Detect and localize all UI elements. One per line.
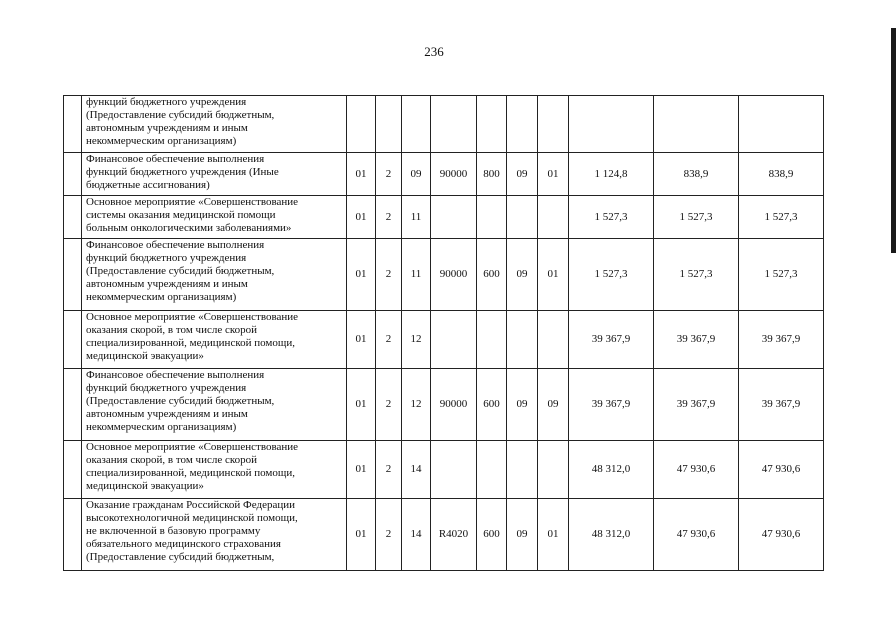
cell-amount-3: 1 527,3 [739, 196, 824, 239]
cell-amount-2: 39 367,9 [654, 311, 739, 369]
description-line: Финансовое обеспечение выполнения [86, 239, 265, 251]
cell-code-2: 2 [376, 153, 402, 196]
cell-amount-1: 39 367,9 [569, 369, 654, 441]
cell-amount-1: 1 527,3 [569, 196, 654, 239]
cell-amount-1: 48 312,0 [569, 499, 654, 571]
cell-section: 09 [507, 153, 538, 196]
description-line: Основное мероприятие «Совершенствование [86, 196, 299, 208]
cell-amount-1 [569, 96, 654, 153]
description-line: больным онкологическими заболеваниями» [86, 222, 292, 234]
cell-description [82, 196, 347, 239]
description-line: функций бюджетного учреждения [86, 252, 247, 264]
cell-description [82, 96, 347, 153]
cell-amount-3: 838,9 [739, 153, 824, 196]
cell-section: 09 [507, 239, 538, 311]
cell-code-2: 2 [376, 311, 402, 369]
cell-code-1: 01 [347, 153, 376, 196]
cell-index [64, 239, 82, 311]
cell-expense-type [477, 441, 507, 499]
description-line: обязательного медицинского страхования [86, 538, 281, 550]
cell-target: 90000 [431, 239, 477, 311]
cell-amount-1: 48 312,0 [569, 441, 654, 499]
cell-amount-1: 1 124,8 [569, 153, 654, 196]
cell-target [431, 96, 477, 153]
cell-code-2: 2 [376, 239, 402, 311]
table-row [64, 96, 824, 153]
cell-index [64, 441, 82, 499]
cell-section [507, 311, 538, 369]
cell-expense-type [477, 196, 507, 239]
description-line: автономным учреждениям и иным [86, 122, 248, 134]
cell-target [431, 196, 477, 239]
cell-code-1: 01 [347, 499, 376, 571]
description-line: Финансовое обеспечение выполнения [86, 369, 265, 381]
cell-amount-3: 39 367,9 [739, 369, 824, 441]
description-line: оказания скорой, в том числе скорой [86, 454, 258, 466]
cell-amount-2: 39 367,9 [654, 369, 739, 441]
cell-code-1: 01 [347, 311, 376, 369]
cell-code-1: 01 [347, 441, 376, 499]
description-line: функций бюджетного учреждения [86, 382, 247, 394]
description-line: некоммерческим организациям) [86, 421, 237, 433]
description-line: функций бюджетного учреждения [86, 96, 247, 108]
cell-code-1: 01 [347, 239, 376, 311]
cell-description [82, 311, 347, 369]
cell-code-3: 12 [402, 369, 431, 441]
description-line: высокотехнологичной медицинской помощи, [86, 512, 298, 524]
cell-code-1 [347, 96, 376, 153]
cell-amount-1: 1 527,3 [569, 239, 654, 311]
cell-expense-type: 600 [477, 369, 507, 441]
cell-expense-type: 800 [477, 153, 507, 196]
cell-amount-3: 47 930,6 [739, 441, 824, 499]
cell-expense-type [477, 96, 507, 153]
cell-target: R4020 [431, 499, 477, 571]
cell-description [82, 153, 347, 196]
cell-amount-2 [654, 96, 739, 153]
cell-subsection [538, 311, 569, 369]
cell-index [64, 96, 82, 153]
cell-subsection [538, 96, 569, 153]
cell-expense-type: 600 [477, 499, 507, 571]
cell-description [82, 369, 347, 441]
table-row [64, 369, 824, 441]
table-row [64, 196, 824, 239]
cell-subsection: 09 [538, 369, 569, 441]
cell-code-3: 14 [402, 441, 431, 499]
cell-section [507, 96, 538, 153]
cell-section [507, 196, 538, 239]
budget-table [63, 95, 824, 571]
cell-amount-2: 1 527,3 [654, 239, 739, 311]
cell-code-3: 12 [402, 311, 431, 369]
description-line: оказания скорой, в том числе скорой [86, 324, 258, 336]
cell-description [82, 239, 347, 311]
table-row [64, 441, 824, 499]
description-line: Основное мероприятие «Совершенствование [86, 311, 299, 323]
cell-code-3: 09 [402, 153, 431, 196]
description-line: не включенной в базовую программу [86, 525, 261, 537]
cell-subsection [538, 441, 569, 499]
table-row [64, 311, 824, 369]
table-body [64, 96, 824, 571]
cell-index [64, 311, 82, 369]
cell-amount-2: 838,9 [654, 153, 739, 196]
page-number: 236 [424, 44, 444, 59]
cell-subsection: 01 [538, 239, 569, 311]
cell-amount-3: 1 527,3 [739, 239, 824, 311]
cell-code-2 [376, 96, 402, 153]
cell-amount-3: 39 367,9 [739, 311, 824, 369]
table-row [64, 499, 824, 571]
cell-code-3 [402, 96, 431, 153]
cell-amount-2: 47 930,6 [654, 499, 739, 571]
description-line: некоммерческим организациям) [86, 291, 237, 303]
cell-target: 90000 [431, 369, 477, 441]
description-line: некоммерческим организациям) [86, 135, 237, 147]
description-line: системы оказания медицинской помощи [86, 209, 276, 221]
cell-index [64, 369, 82, 441]
description-line: (Предоставление субсидий бюджетным, [86, 551, 275, 563]
cell-section [507, 441, 538, 499]
cell-amount-2: 1 527,3 [654, 196, 739, 239]
cell-description [82, 499, 347, 571]
cell-subsection: 01 [538, 153, 569, 196]
cell-index [64, 196, 82, 239]
cell-amount-1: 39 367,9 [569, 311, 654, 369]
description-line: Основное мероприятие «Совершенствование [86, 441, 299, 453]
cell-code-2: 2 [376, 441, 402, 499]
description-line: медицинской эвакуации» [86, 350, 204, 362]
table-row [64, 153, 824, 196]
description-line: автономным учреждениям и иным [86, 278, 248, 290]
description-line: бюджетные ассигнования) [86, 179, 210, 191]
cell-target: 90000 [431, 153, 477, 196]
cell-amount-2: 47 930,6 [654, 441, 739, 499]
description-line: Оказание гражданам Российской Федерации [86, 499, 295, 511]
description-line: специализированной, медицинской помощи, [86, 467, 295, 479]
description-line: Финансовое обеспечение выполнения [86, 153, 265, 165]
description-line: (Предоставление субсидий бюджетным, [86, 395, 275, 407]
cell-subsection [538, 196, 569, 239]
cell-code-2: 2 [376, 196, 402, 239]
cell-code-1: 01 [347, 196, 376, 239]
cell-expense-type: 600 [477, 239, 507, 311]
cell-target [431, 311, 477, 369]
cell-code-3: 14 [402, 499, 431, 571]
description-line: медицинской эвакуации» [86, 480, 204, 492]
description-line: специализированной, медицинской помощи, [86, 337, 295, 349]
cell-index [64, 153, 82, 196]
scan-edge-shadow [891, 28, 896, 253]
description-line: (Предоставление субсидий бюджетным, [86, 265, 275, 277]
cell-expense-type [477, 311, 507, 369]
cell-code-3: 11 [402, 239, 431, 311]
cell-section: 09 [507, 369, 538, 441]
description-line: функций бюджетного учреждения (Иные [86, 166, 279, 178]
description-line: (Предоставление субсидий бюджетным, [86, 109, 275, 121]
cell-subsection: 01 [538, 499, 569, 571]
cell-amount-3: 47 930,6 [739, 499, 824, 571]
cell-code-2: 2 [376, 499, 402, 571]
cell-code-3: 11 [402, 196, 431, 239]
cell-index [64, 499, 82, 571]
cell-section: 09 [507, 499, 538, 571]
cell-code-2: 2 [376, 369, 402, 441]
cell-target [431, 441, 477, 499]
cell-amount-3 [739, 96, 824, 153]
table-row [64, 239, 824, 311]
description-line: автономным учреждениям и иным [86, 408, 248, 420]
cell-code-1: 01 [347, 369, 376, 441]
cell-description [82, 441, 347, 499]
